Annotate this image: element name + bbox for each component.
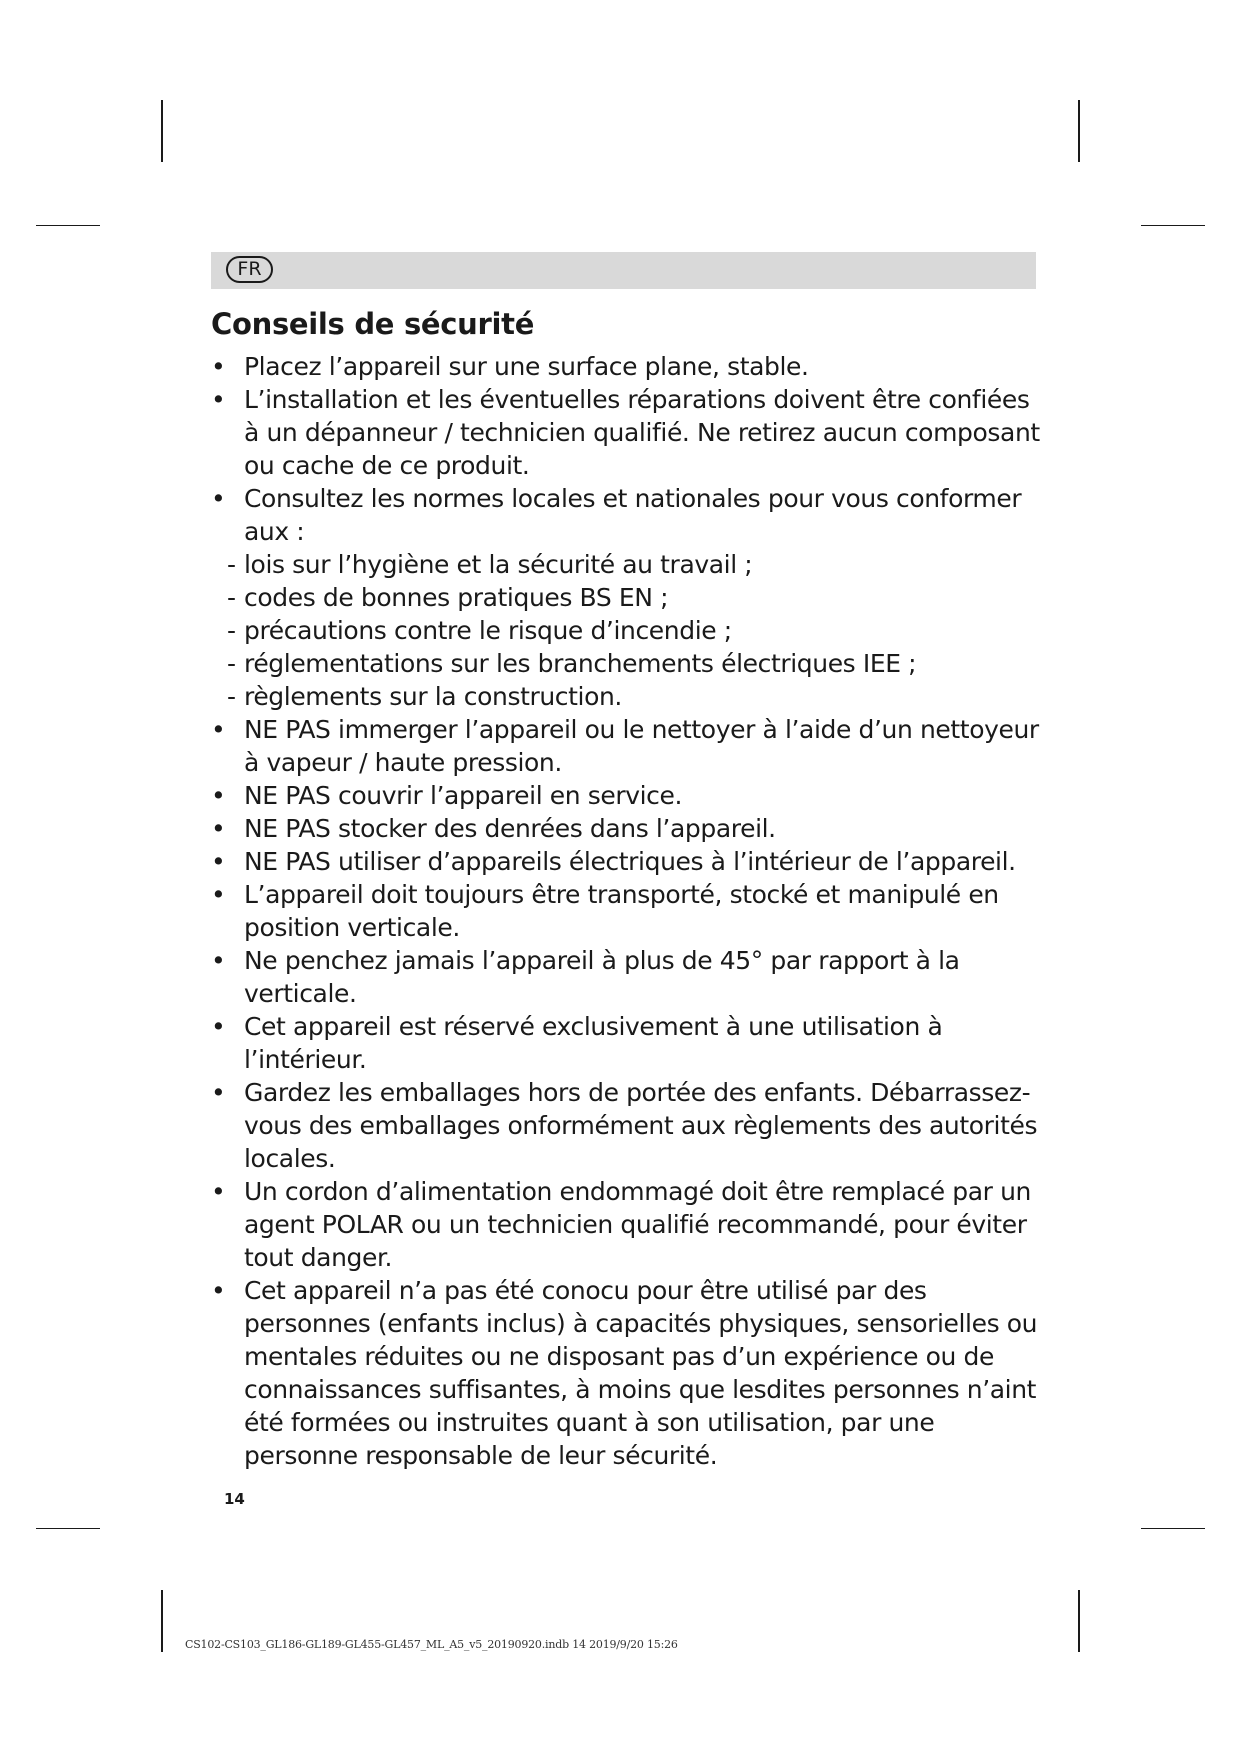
safety-list-item-text: L’appareil doit toujours être transporté, stocké et manipulé en position verticale. xyxy=(244,880,999,942)
safety-list-item xyxy=(211,878,1051,944)
safety-list-item xyxy=(211,1274,1051,1472)
safety-list-item-text: NE PAS stocker des denrées dans l’appareil. xyxy=(244,814,776,843)
safety-list-item-text: Un cordon d’alimentation endommagé doit être remplacé par un agent POLAR ou un technicien qualifié recommandé, pour éviter tout danger. xyxy=(244,1177,1031,1272)
safety-list-item-text: Cet appareil n’a pas été conocu pour être utilisé par des personnes (enfants inclus) à capacités physiques, sensorielles ou mentales réduites ou ne disposant pas d’un expérience ou de connaissances suffisantes, à moins que lesdites personnes n’aint été formées ou instruites quant à son utilisation, par une personne responsable de leur sécurité. xyxy=(244,1276,1038,1470)
section-title: Conseils de sécurité xyxy=(211,307,535,341)
safety-list-item xyxy=(211,779,1051,812)
safety-section xyxy=(211,298,1051,1472)
crop-mark-top-left-horizontal xyxy=(36,225,100,226)
page-number: 14 xyxy=(224,1490,245,1508)
safety-list-item-text: NE PAS utiliser d’appareils électriques à l’intérieur de l’appareil. xyxy=(244,847,1016,876)
safety-list-item-text: NE PAS couvrir l’appareil en service. xyxy=(244,781,683,810)
regulation-sublist xyxy=(244,548,1051,713)
language-badge: FR xyxy=(226,256,273,283)
regulation-sublist-item: - codes de bonnes pratiques BS EN ; xyxy=(227,581,1051,614)
safety-list-item xyxy=(211,1010,1051,1076)
regulation-sublist-item: - lois sur l’hygiène et la sécurité au travail ; xyxy=(227,548,1051,581)
safety-list-item-text: Ne penchez jamais l’appareil à plus de 45° par rapport à la verticale. xyxy=(244,946,960,1008)
safety-list-item xyxy=(211,383,1051,482)
safety-list-item xyxy=(211,1175,1051,1274)
crop-mark-top-right-vertical xyxy=(1078,100,1080,162)
regulation-sublist-item: - réglementations sur les branchements électriques IEE ; xyxy=(227,647,1051,680)
safety-list-item xyxy=(211,845,1051,878)
crop-mark-bottom-right-vertical xyxy=(1078,1590,1080,1652)
safety-list-item-text: Placez l’appareil sur une surface plane, stable. xyxy=(244,352,809,381)
crop-mark-top-left-vertical xyxy=(161,100,163,162)
crop-mark-top-right-horizontal xyxy=(1141,225,1205,226)
safety-list-item xyxy=(211,812,1051,845)
safety-list xyxy=(211,350,1051,1472)
safety-list-item-text: NE PAS immerger l’appareil ou le nettoyer à l’aide d’un nettoyeur à vapeur / haute pression. xyxy=(244,715,1039,777)
crop-mark-bottom-left-horizontal xyxy=(36,1528,100,1529)
safety-list-item xyxy=(211,713,1051,779)
regulation-sublist-item: - règlements sur la construction. xyxy=(227,680,1051,713)
safety-list-item-text: Consultez les normes locales et nationales pour vous conformer aux : xyxy=(244,484,1022,546)
regulation-sublist-item: - précautions contre le risque d’incendie ; xyxy=(227,614,1051,647)
language-header-bar xyxy=(211,252,1036,289)
crop-mark-bottom-right-horizontal xyxy=(1141,1528,1205,1529)
safety-list-item xyxy=(211,944,1051,1010)
safety-list-item xyxy=(211,1076,1051,1175)
safety-list-item-text: Gardez les emballages hors de portée des enfants. Débarrassez-vous des emballages onformément aux règlements des autorités locales. xyxy=(244,1078,1038,1173)
crop-mark-bottom-left-vertical xyxy=(161,1590,163,1652)
safety-list-item xyxy=(211,482,1051,713)
safety-list-item-text: Cet appareil est réservé exclusivement à une utilisation à l’intérieur. xyxy=(244,1012,943,1074)
safety-list-item-text: L’installation et les éventuelles réparations doivent être confiées à un dépanneur / technicien qualifié. Ne retirez aucun composant ou cache de ce produit. xyxy=(244,385,1040,480)
print-slug: CS102-CS103_GL186-GL189-GL455-GL457_ML_A5_v5_20190920.indb 14 2019/9/20 15:26 xyxy=(185,1638,678,1651)
safety-list-item xyxy=(211,350,1051,383)
